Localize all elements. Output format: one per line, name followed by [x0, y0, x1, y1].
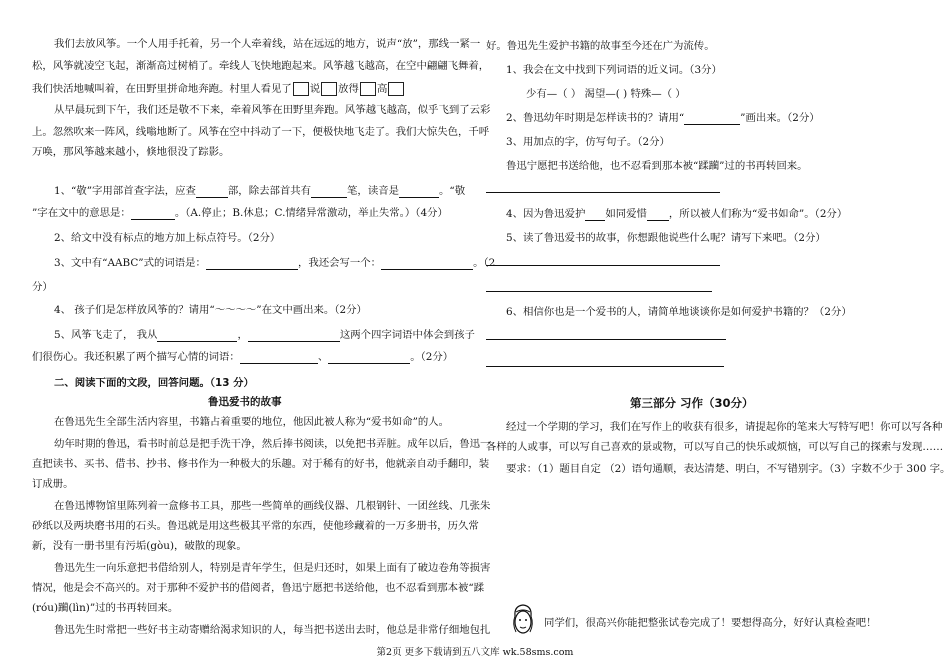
right-question-1: 1、我会在文中找到下列词语的近义词。（3分）	[506, 64, 722, 76]
story-title: 鲁迅爱书的故事	[208, 396, 282, 408]
answer-blank[interactable]	[381, 269, 473, 270]
story-p3-line2: 砂纸以及两块磨书用的石头。鲁迅就是用这些极其平常的东西，使他珍藏着的一万多册书，历久常	[32, 520, 479, 532]
story-p4-line3: (róu)躏(lìn)”过的书再转回来。	[32, 602, 179, 614]
passage2-line3: 万唤，那风筝越来越小，倏地很没了踪影。	[32, 146, 230, 158]
story-p2-line3: 订成册。	[32, 478, 74, 490]
question-3: 3、文中有“AABC”式的词语是： ，我还会写一个： 。（2	[54, 257, 496, 269]
student-face-icon	[510, 602, 536, 638]
story-p4-line2: 情况，他是会不高兴的。对于那种不爱护书的借阅者，鲁迅宁愿把书送给他，也不忍看到那本被“蹂	[32, 582, 485, 594]
story-p4-line1: 鲁迅先生一向乐意把书借给别人，特别是青年学生，但是归还时，如果上面有了破边卷角等损害	[54, 562, 491, 574]
story-p2-line2: 直把读书、买书、借书、抄书、修书作为一种极大的乐趣。对于稀有的好书，他就亲自动手翻印，装	[32, 458, 490, 470]
right-question-4: 4、因为鲁迅爱护 如同爱惜 ，所以被人们称为“爱书如命”。（2分）	[506, 208, 848, 220]
question-3-cont: 分）	[32, 281, 53, 293]
answer-blank[interactable]	[157, 341, 237, 342]
answer-blank[interactable]	[585, 220, 605, 221]
page-footer: 第2页 更多下载请到五八文库 wk.58sms.com	[376, 647, 574, 658]
answer-blank[interactable]	[399, 197, 439, 198]
answer-line[interactable]	[486, 339, 726, 340]
synonym-blanks[interactable]: 少有—（ ） 渴望—( ) 特殊—（ ）	[526, 88, 686, 100]
answer-line[interactable]	[486, 265, 720, 266]
part-3-title: 第三部分 习作（30分）	[630, 396, 754, 410]
right-question-3: 3、用加点的字，仿写句子。（2分）	[506, 136, 670, 148]
story-p3-line3: 新，没有一册书里有污垢(gòu)，破散的现象。	[32, 540, 247, 552]
answer-blank[interactable]	[196, 197, 228, 198]
blank-box[interactable]	[321, 82, 337, 96]
answer-line[interactable]	[486, 366, 724, 367]
question-4: 4、 孩子们是怎样放风筝的？请用“～～～～”在文中画出来。（2分）	[54, 304, 367, 316]
writing-requirements: 要求：（1）题目自定 （2）语句通顺，表达清楚、明白，不写错别字。（3）字数不少于 300 字。	[506, 463, 950, 475]
right-question-3-sentence: 鲁迅宁愿把书送给他，也不忍看到那本被“蹂躏”过的书再转回来。	[506, 160, 808, 172]
question-5-line2: 们很伤心。我还积累了两个描写心情的词语： 、 。（2分）	[32, 351, 454, 363]
right-question-5: 5、读了鲁迅爱书的故事，你想跟他说些什么呢？请写下来吧。（2分）	[506, 232, 826, 244]
story-p1: 在鲁迅先生全部生活内容里，书籍占着重要的地位，他因此被人称为“爱书如命”的人。	[54, 416, 450, 428]
writing-prompt-line1: 经过一个学期的学习，我们在写作上的收获有很多，请提起你的笔来大写特写吧！你可以写各种	[506, 421, 943, 433]
right-question-2: 2、鲁迅幼年时期是怎样读书的？请用“ ”画出来。（2分）	[506, 112, 820, 124]
answer-blank[interactable]	[206, 269, 298, 270]
question-2: 2、给文中没有标点的地方加上标点符号。（2分）	[54, 232, 281, 244]
answer-blank[interactable]	[248, 341, 340, 342]
passage1-line2: 松，风筝就凌空飞起，渐渐高过树梢了。牵线人飞快地跑起来。风筝越飞越高，在空中翩翩飞舞着，	[32, 60, 490, 72]
answer-blank[interactable]	[684, 124, 740, 125]
writing-prompt-line2: 各样的人或事，可以写自己喜欢的景或物，可以写自己的快乐或烦恼，可以写自己的探索与发现……	[486, 441, 944, 453]
blank-box[interactable]	[293, 82, 309, 96]
question-5-line1: 5、风筝飞走了， 我从 ， 这两个四字词语中体会到孩子	[54, 329, 475, 341]
answer-blank[interactable]	[328, 363, 410, 364]
passage2-line1: 从早晨玩到下午，我们还是敬不下来，牵着风筝在田野里奔跑。风筝越飞越高，似乎飞到了云彩	[54, 104, 491, 116]
right-question-6: 6、相信你也是一个爱书的人，请简单地谈谈你是如何爱护书籍的？（2分）	[506, 306, 852, 318]
answer-blank[interactable]	[311, 197, 347, 198]
answer-blank[interactable]	[647, 220, 669, 221]
question-1-line2: ”字在文中的意思是： 。（A.停止；B.休息；C.情绪异常激动，举止失常。）（4分）	[32, 207, 448, 219]
encouragement-text: 同学们，很高兴你能把整张试卷完成了！要想得高分，好好认真检查吧！	[544, 617, 877, 629]
passage1-line1: 我们去放风筝。一个人用手托着，另一个人牵着线，站在远远的地方，说声“放”，那线一紧一	[54, 38, 481, 50]
passage1-line3: 我们快活地喊叫着，在田野里拼命地奔跑。村里人看见了 说 放得 高	[32, 82, 405, 96]
passage2-line2: 上。忽然吹来一阵风，线嗡地断了。风筝在空中抖动了一下，便极快地飞走了。我们大惊失色，千呼	[32, 126, 490, 138]
story-p5-line1: 鲁迅先生时常把一些好书主动寄赠给渴求知识的人，每当把书送出去时，他总是非常仔细地包扎	[54, 624, 491, 636]
blank-box[interactable]	[360, 82, 376, 96]
answer-line[interactable]	[486, 291, 712, 292]
answer-blank[interactable]	[131, 219, 175, 220]
story-p3-line1: 在鲁迅博物馆里陈列着一盒修书工具，那些一些简单的画线仪器、几根钢针、一团丝线、几张朱	[54, 500, 491, 512]
story-continuation: 好。鲁迅先生爱护书籍的故事至今还在广为流传。	[486, 40, 715, 52]
answer-blank[interactable]	[240, 363, 318, 364]
question-1-line1: 1、“敬”字用部首查字法，应查 部，除去部首共有 笔，读音是 。“敬	[54, 185, 466, 197]
answer-line[interactable]	[486, 192, 720, 193]
blank-box[interactable]	[388, 82, 404, 96]
story-p2-line1: 幼年时期的鲁迅，看书时前总是把手洗干净，然后捧书阅读，以免把书弄脏。成年以后，鲁迅一	[54, 438, 491, 450]
section-2-heading: 二、阅读下面的文段，回答问题。（13 分）	[54, 377, 254, 389]
